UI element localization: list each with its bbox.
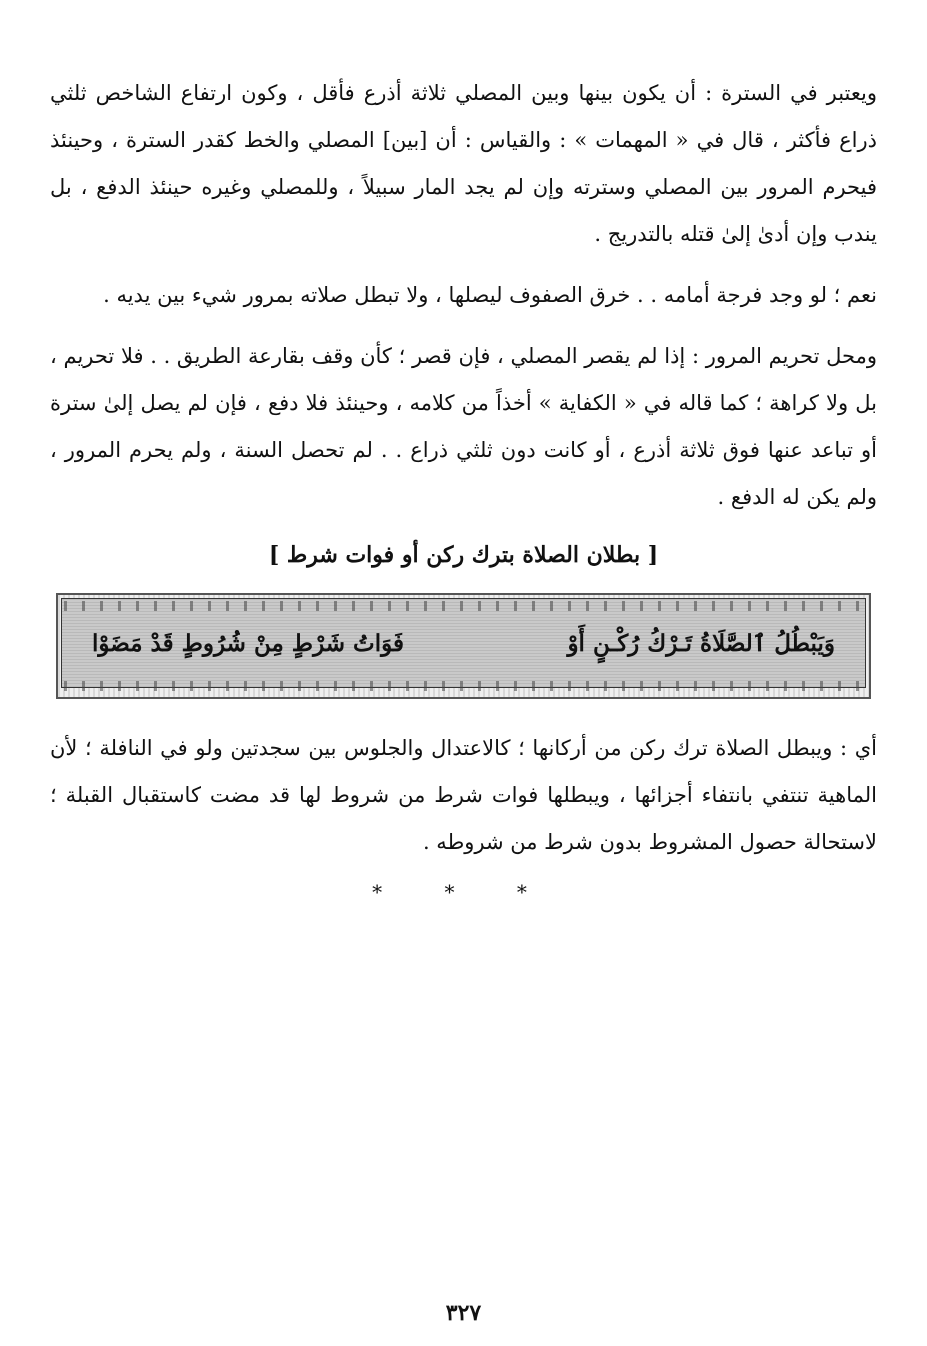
verse-band [61,598,866,688]
paragraph-sutra: ويعتبر في السترة : أن يكون بينها وبين المصلي ثلاثة أذرع فأقل ، وكون ارتفاع الشاخص ثلثي ذراع فأكثر ، قال في « المهمات » : والقياس : أن [بين] المصلي والخط كقدر السترة ، وحينئذ فيحرم المرور بين المصلي وسترته وإن لم يجد المار سبيلاً ، وللمصلي وغيره حينئذ الدفع ، بل يندب وإن أدىٰ إلىٰ قتله بالتدريج . [50,81,877,246]
page-body [50,70,877,904]
section-heading: [ بطلان الصلاة بترك ركن أو فوات شرط ] [268,542,659,568]
verse-first-hemistich: وَيَبْطُلُ ٱلصَّلَاةُ تَـرْكُ رُكْـنٍ أَوْ [567,629,835,657]
verse-box [56,593,871,699]
verse-bottom-ornament [64,681,863,691]
paragraph-passing: ومحل تحريم المرور : إذا لم يقصر المصلي ، فإن قصر ؛ كأن وقف بقارعة الطريق . . فلا تحريم ، بل ولا كراهة ؛ كما قاله في « الكفاية » أخذاً من كلامه ، وحينئذ فلا دفع ، فإن لم يصل إلىٰ سترة أو تباعد عنها فوق ثلاثة أذرع ، أو كانت دون ثلثي ذراع . . لم تحصل السنة ، ولم يحرم المرور ، ولم يكن له الدفع . [50,344,877,509]
verse-second-hemistich: فَوَاتُ شَرْطٍ مِنْ شُرُوطٍ قَدْ مَضَوْا [92,629,404,657]
page-number: ٣٢٧ [445,1300,482,1326]
section-separator: * * * [372,880,555,904]
paragraph-gap: نعم ؛ لو وجد فرجة أمامه . . خرق الصفوف ليصلها ، ولا تبطل صلاته بمرور شيء بين يديه . [103,283,877,307]
verse-top-ornament [64,601,863,611]
paragraph-commentary: أي : ويبطل الصلاة ترك ركن من أركانها ؛ كالاعتدال والجلوس بين سجدتين ولو في النافلة ؛ لأن الماهية تنتفي بانتفاء أجزائها ، ويبطلها فوات شرط من شروط لها قد مضت كاستقبال القبلة ؛ لاستحالة حصول المشروط بدون شرط من شروطه . [50,736,877,854]
